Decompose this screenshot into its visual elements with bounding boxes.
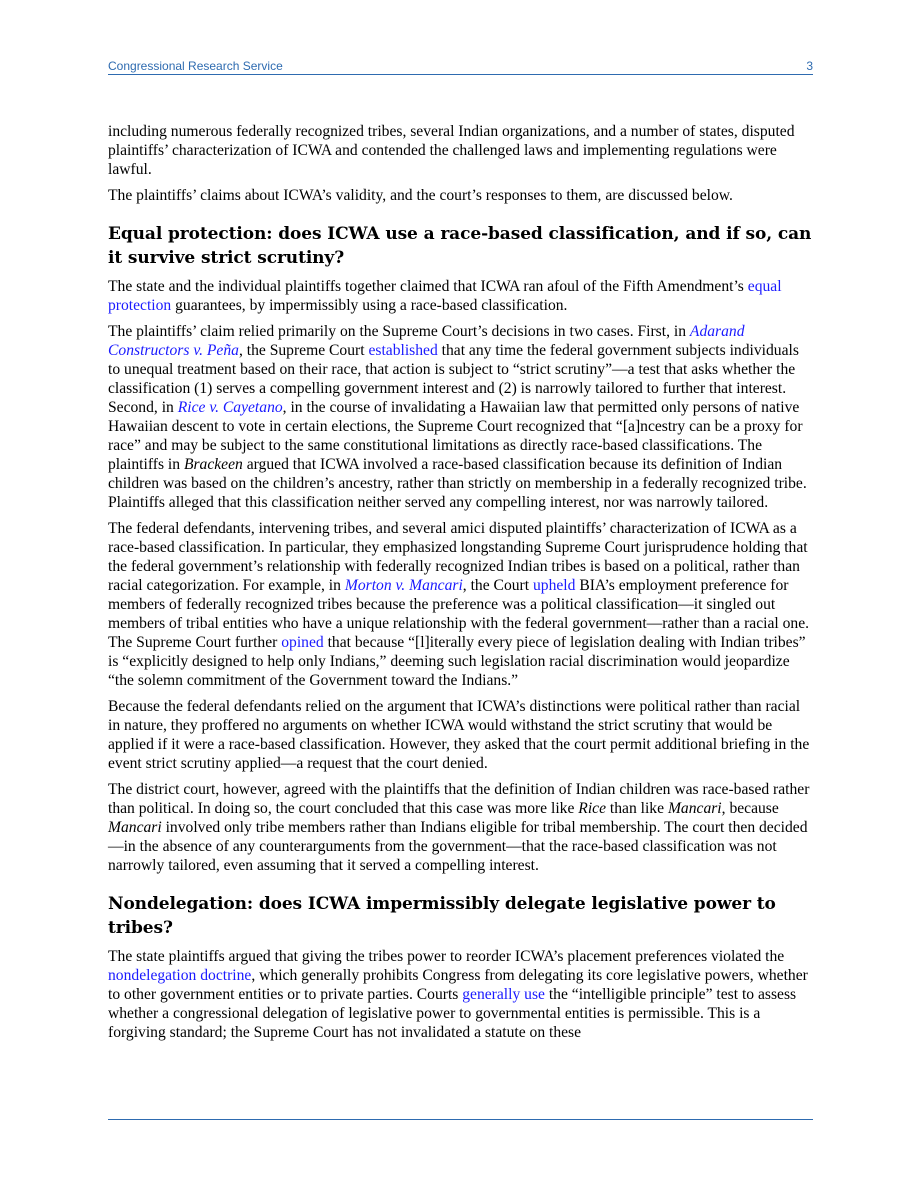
section-heading-equal-protection: Equal protection: does ICWA use a race-based classification, and if so, can it survive strict scrutiny? xyxy=(108,224,812,268)
paragraph: The state and the individual plaintiffs together claimed that ICWA ran afoul of the Fifth Amendment’s equal protection guarantees, by impermissibly using a race-based classification. xyxy=(108,278,782,314)
link-case-rice[interactable]: Rice v. Cayetano xyxy=(177,399,283,416)
case-name: Mancari xyxy=(667,800,722,817)
link-upheld[interactable]: upheld xyxy=(532,577,576,594)
body-content xyxy=(108,122,814,1049)
paragraph: The district court, however, agreed with the plaintiffs that the definition of Indian children was race-based rather than political. In doing so, the court concluded that this case was more like Rice than like Mancari, because Mancari involved only tribe members rather than Indians eligible for tribal membership. The court then decided—in the absence of any counterarguments from the government—that the race-based classification was not narrowly tailored, even assuming that it served a compelling interest. xyxy=(108,781,810,874)
link-equal-protection[interactable]: equal protection xyxy=(108,278,782,314)
case-name: Brackeen xyxy=(183,456,243,473)
paragraph: The state plaintiffs argued that giving the tribes power to reorder ICWA’s placement preferences violated the nondelegation doctrine, which generally prohibits Congress from delegating its core legislative powers, whether to other government entities or to private parties. Courts generally use the “intelligible principle” test to assess whether a congressional delegation of legislative power to governmental entities is permissible. This is a forgiving standard; the Supreme Court has not invalidated a statute on these xyxy=(108,948,808,1041)
paragraph: Because the federal defendants relied on the argument that ICWA’s distinctions were political rather than racial in nature, they proffered no arguments on whether ICWA would withstand the strict scrutiny that would be applied if it were a race-based classification. However, they asked that the court permit additional briefing in the event strict scrutiny applied—a request that the court denied. xyxy=(108,698,810,772)
link-established[interactable]: established xyxy=(368,342,438,359)
paragraph: including numerous federally recognized tribes, several Indian organizations, and a number of states, disputed plaintiffs’ characterization of ICWA and contended the challenged laws and implementing regulations were lawful. xyxy=(108,123,795,178)
footer-rule xyxy=(108,1119,813,1120)
link-case-mancari[interactable]: Morton v. Mancari xyxy=(344,577,463,594)
case-name: Rice xyxy=(578,800,606,817)
header-org-name: Congressional Research Service xyxy=(108,59,283,73)
link-generally-use[interactable]: generally use xyxy=(462,986,545,1003)
paragraph: The plaintiffs’ claims about ICWA’s validity, and the court’s responses to them, are discussed below. xyxy=(108,187,733,204)
paragraph: The federal defendants, intervening tribes, and several amici disputed plaintiffs’ characterization of ICWA as a race-based classification. In particular, they emphasized longstanding Supreme Court jurisprudence holding that the federal government’s relationship with federally recognized Indian tribes is based on a political, rather than racial categorization. For example, in Morton v. Mancari, the Court upheld BIA’s employment preference for members of federally recognized tribes because the preference was a political classification—it singled out members of tribal entities who have a unique relationship with the federal government—rather than a racial one. The Supreme Court further opined that because “[l]iterally every piece of legislation dealing with Indian tribes” is “explicitly designed to help only Indians,” deeming such legislation racial discrimination would jeopardize “the solemn commitment of the Government toward the Indians.” xyxy=(108,520,810,689)
page-header xyxy=(108,58,813,75)
link-opined[interactable]: opined xyxy=(281,634,324,651)
section-heading-nondelegation: Nondelegation: does ICWA impermissibly delegate legislative power to tribes? xyxy=(108,894,776,938)
link-case-adarand[interactable]: Adarand Constructors v. Peña xyxy=(108,323,745,359)
link-nondelegation-doctrine[interactable]: nondelegation doctrine xyxy=(108,967,252,984)
case-name: Mancari xyxy=(108,819,162,836)
page-number: 3 xyxy=(806,59,813,73)
paragraph: The plaintiffs’ claim relied primarily on the Supreme Court’s decisions in two cases. First, in Adarand Constructors v. Peña, the Supreme Court established that any time the federal government subjects individuals to unequal treatment based on their race, that action is subject to “strict scrutiny”—a test that asks whether the classification (1) serves a compelling government interest and (2) is narrowly tailored to further that interest. Second, in Rice v. Cayetano, in the course of invalidating a Hawaiian law that permitted only persons of native Hawaiian descent to vote in certain elections, the Supreme Court recognized that “[a]ncestry can be a proxy for race” and may be subject to the same constitutional limitations as directly race-based classifications. The plaintiffs in Brackeen argued that ICWA involved a race-based classification because its definition of Indian children was based on the children’s ancestry, rather than strictly on membership in a federally recognized tribe. Plaintiffs alleged that this classification neither served any compelling interest, nor was narrowly tailored. xyxy=(108,323,807,511)
